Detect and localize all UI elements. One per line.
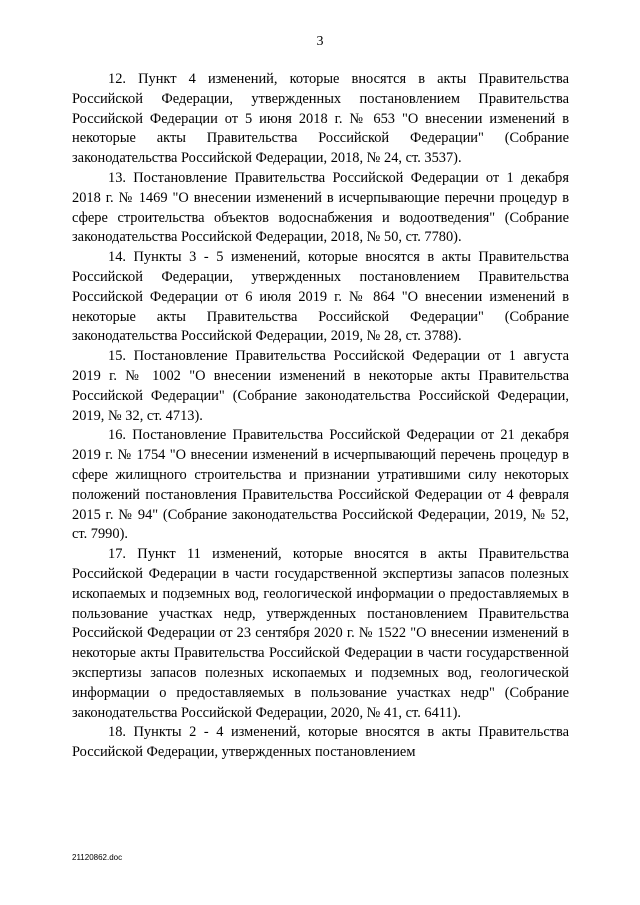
paragraph-18: 18. Пункты 2 - 4 изменений, которые вносятся в акты Правительства Российской Федерации, утвержденных постановлением [72, 724, 569, 761]
paragraph-14: 14. Пункты 3 - 5 изменений, которые вносятся в акты Правительства Российской Федерации, утвержденных постановлением Правительства Российской Федерации от 6 июля 2019 г. № 864 "О внесении изменений в некоторые акты Правительства Российской Федерации" (Собрание законодательства Российской Федерации, 2019, № 28, ст. 3788). [72, 249, 569, 345]
paragraph-13: 13. Постановление Правительства Российской Федерации от 1 декабря 2018 г. № 1469 "О внесении изменений в исчерпывающие перечни процедур в сфере строительства объектов водоснабжения и водоотведения" (Собрание законодательства Российской Федерации, 2018, № 50, ст. 7780). [72, 169, 569, 246]
paragraph-15: 15. Постановление Правительства Российской Федерации от 1 августа 2019 г. № 1002 "О внесении изменений в некоторые акты Правительства Российской Федерации" (Собрание законодательства Российской Федерации, 2019, № 32, ст. 4713). [72, 348, 569, 424]
page-number: 3 [316, 34, 324, 49]
document-body [72, 70, 569, 763]
footer-file-code: 21120862.doc [72, 853, 123, 862]
paragraph-17: 17. Пункт 11 изменений, которые вносятся в акты Правительства Российской Федерации в части государственной экспертизы запасов полезных ископаемых и подземных вод, геологической информации о предоставляемых в пользование участках недр, утвержденных постановлением Правительства Российской Федерации от 23 сентября 2020 г. № 1522 "О внесении изменений в некоторые акты Правительства Российской Федерации в части государственной экспертизы запасов полезных ископаемых и подземных вод, геологической информации о предоставляемых в пользование участках недр" (Собрание законодательства Российской Федерации, 2020, № 41, ст. 6411). [72, 546, 569, 721]
paragraph-12: 12. Пункт 4 изменений, которые вносятся в акты Правительства Российской Федерации, утвержденных постановлением Правительства Российской Федерации от 5 июня 2018 г. № 653 "О внесении изменений в некоторые акты Правительства Российской Федерации" (Собрание законодательства Российской Федерации, 2018, № 24, ст. 3537). [72, 71, 569, 167]
paragraph-16: 16. Постановление Правительства Российской Федерации от 21 декабря 2019 г. № 1754 "О внесении изменений в исчерпывающий перечень процедур в сфере жилищного строительства и признании утратившими силу некоторых положений постановления Правительства Российской Федерации от 4 февраля 2015 г. № 94" (Собрание законодательства Российской Федерации, 2019, № 52, ст. 7990). [72, 427, 569, 543]
